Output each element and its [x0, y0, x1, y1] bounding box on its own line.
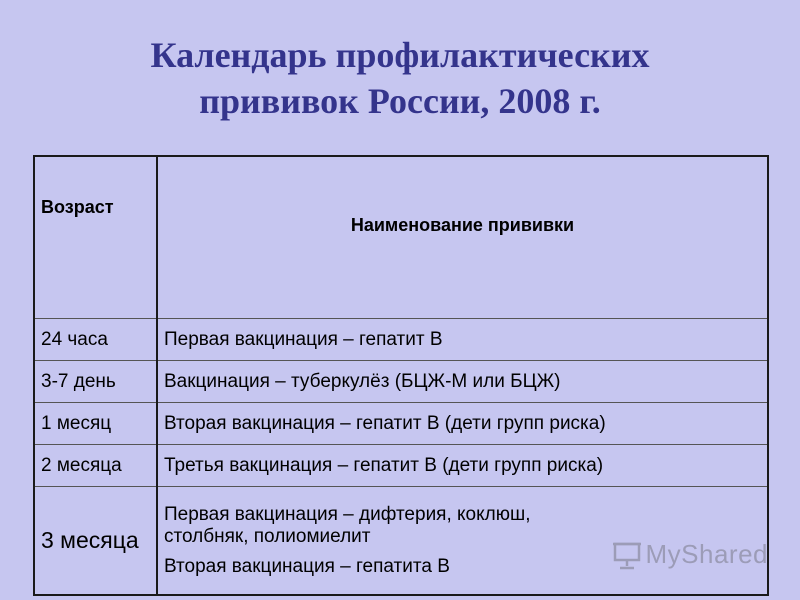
cell-age: 24 часа	[34, 319, 157, 361]
table-row	[34, 403, 768, 445]
table-row	[34, 361, 768, 403]
slide-title-line-2: прививок России, 2008 г.	[199, 81, 601, 121]
table-row	[34, 319, 768, 361]
vaccination-line-1: Первая вакцинация – дифтерия, коклюш,	[164, 503, 531, 525]
table-row	[34, 445, 768, 487]
watermark	[612, 539, 769, 570]
vaccination-line-2: столбняк, полиомиелит	[164, 525, 371, 547]
watermark-text: MyShared	[645, 539, 768, 569]
vaccination-line-3: Вторая вакцинация – гепатита В	[164, 555, 450, 577]
header-age: Возраст	[34, 156, 157, 319]
cell-vaccination: Вторая вакцинация – гепатит В (дети групп риска)	[157, 403, 768, 445]
cell-age: 2 месяца	[34, 445, 157, 487]
table-header-row	[34, 156, 768, 319]
cell-age: 3 месяца	[34, 487, 157, 596]
cell-vaccination: Первая вакцинация – гепатит В	[157, 319, 768, 361]
vaccination-schedule-table	[33, 155, 769, 596]
slide-title	[0, 32, 800, 124]
cell-age: 3-7 день	[34, 361, 157, 403]
presentation-board-icon	[612, 540, 642, 570]
cell-age: 1 месяц	[34, 403, 157, 445]
cell-vaccination: Вакцинация – туберкулёз (БЦЖ-М или БЦЖ)	[157, 361, 768, 403]
slide-title-line-1: Календарь профилактических	[150, 35, 650, 75]
header-vaccination-name: Наименование прививки	[157, 156, 768, 319]
cell-vaccination: Третья вакцинация – гепатит В (дети групп риска)	[157, 445, 768, 487]
